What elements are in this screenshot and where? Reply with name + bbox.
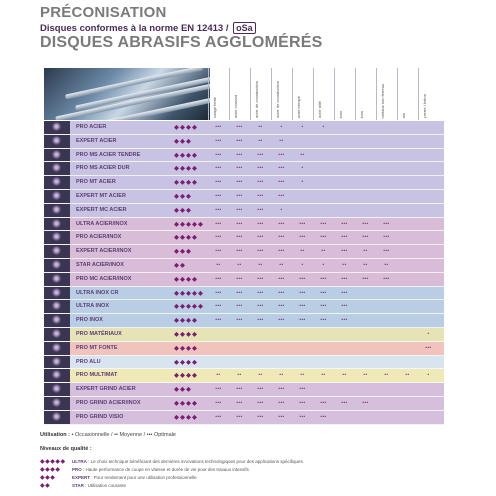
disc-thumbnail — [44, 328, 70, 341]
usage-cell: ••• — [383, 234, 390, 240]
product-name: PRO ALU — [76, 358, 101, 365]
usage-cell: ••• — [278, 165, 285, 171]
column-header — [229, 68, 251, 120]
usage-cell: ••• — [236, 386, 243, 392]
usage-cell: ••• — [236, 137, 243, 143]
table-row — [44, 135, 444, 149]
norm-text: Disques conformes à la norme EN 12413 / — [40, 23, 229, 34]
column-header-label: inox — [338, 110, 343, 118]
usage-cell: ••• — [215, 289, 222, 295]
column-header-label: alu — [401, 112, 406, 118]
product-name: PRO ACIER — [76, 124, 107, 130]
usage-cell: ••• — [215, 179, 222, 185]
column-header-label: acier trempé — [296, 95, 301, 118]
table-row — [44, 245, 444, 259]
quality-level: ◆◆◆◆ — [174, 151, 198, 159]
usage-cell: ••• — [236, 220, 243, 226]
usage-cell: •• — [321, 372, 326, 378]
column-header — [208, 68, 230, 120]
table-row — [44, 328, 444, 342]
disc-thumbnail — [44, 287, 70, 300]
quality-level-name: PRO — [72, 467, 82, 472]
usage-cell: ••• — [320, 220, 327, 226]
usage-cell: ••• — [341, 317, 348, 323]
usage-cell: • — [427, 372, 430, 378]
product-name: ULTRA INOX — [76, 303, 109, 310]
usage-cell: ••• — [257, 151, 264, 157]
usage-cell: •• — [384, 372, 389, 378]
quality-level: ◆◆◆◆◆ — [174, 303, 204, 311]
quality-level: ◆◆◆ — [174, 137, 192, 145]
table-row — [44, 273, 444, 287]
usage-cell: •• — [300, 248, 305, 254]
product-name: PRO GRIND ACIER/INOX — [76, 400, 141, 406]
usage-cell: ••• — [236, 124, 243, 129]
product-name: PRO MULTIMAT — [76, 372, 118, 379]
usage-cell: ••• — [236, 193, 243, 198]
usage-cell: ••• — [278, 317, 285, 323]
usage-cell: ••• — [383, 248, 390, 254]
column-header-label: inox — [359, 110, 364, 118]
disc-thumbnail — [44, 314, 70, 327]
quality-level: ◆◆◆◆ — [174, 317, 198, 325]
usage-cell: ••• — [320, 317, 327, 323]
table-row — [44, 121, 444, 135]
usage-cell: •• — [363, 262, 368, 267]
column-header — [376, 68, 398, 120]
column-header — [271, 68, 293, 120]
usage-cell: •• — [258, 124, 263, 129]
quality-level: ◆◆◆ — [174, 386, 192, 394]
usage-cell: ••• — [299, 386, 306, 392]
usage-cell: ••• — [299, 317, 306, 323]
column-header-label: acier de construction — [254, 81, 259, 118]
usage-cell: ••• — [215, 386, 222, 392]
usage-cell: •• — [279, 262, 284, 267]
usage-cell: ••• — [362, 220, 369, 226]
usage-cell: ••• — [257, 165, 264, 171]
disc-thumbnail — [44, 231, 70, 244]
usage-cell: •• — [363, 372, 368, 378]
usage-legend-text: • Occasionnelle / •• Moyenne / ••• Optimale — [71, 432, 176, 438]
usage-cell: •• — [258, 262, 263, 267]
usage-cell: ••• — [278, 248, 285, 254]
quality-level-dots: ◆◆◆ — [40, 475, 56, 481]
product-name: PRO INOX — [76, 317, 103, 324]
table-row — [44, 342, 444, 356]
table-row — [44, 259, 444, 273]
product-name: EXPERT MT ACIER — [76, 193, 126, 199]
quality-level-dots: ◆◆◆◆ — [40, 467, 61, 473]
usage-cell: ••• — [215, 234, 222, 240]
usage-cell: ••• — [215, 220, 222, 226]
table-row — [44, 369, 444, 383]
usage-cell: ••• — [299, 275, 306, 281]
column-header — [313, 68, 335, 120]
disc-thumbnail — [44, 411, 70, 424]
quality-level-text: : Utilisation courante — [83, 483, 126, 488]
quality-level-entry — [40, 474, 197, 481]
usage-cell: •• — [342, 372, 347, 378]
quality-level-name: STAR — [72, 483, 84, 488]
product-name: PRO GRIND VISIO — [76, 413, 124, 420]
usage-cell: ••• — [299, 400, 306, 405]
usage-cell: ••• — [257, 413, 264, 419]
norm-line — [40, 22, 256, 34]
quality-level: ◆◆◆◆ — [174, 400, 198, 407]
usage-cell: ••• — [425, 344, 432, 350]
quality-level-text: : Le choix technique bénéficiant des dernières innovations technologiques pour des applications spécifiques — [86, 459, 303, 464]
hero-image-steel-tubes — [44, 68, 210, 120]
column-header — [334, 68, 356, 120]
usage-cell: ••• — [236, 234, 243, 240]
usage-cell: ••• — [236, 165, 243, 171]
usage-cell: • — [322, 262, 325, 267]
usage-cell: ••• — [278, 151, 285, 157]
disc-thumbnail — [44, 397, 70, 410]
usage-cell: • — [301, 179, 304, 185]
product-name: STAR ACIER/INOX — [76, 262, 124, 268]
usage-cell: ••• — [257, 386, 264, 392]
usage-cell: •• — [258, 137, 263, 143]
product-name: PRO MC ACIER/INOX — [76, 275, 132, 282]
usage-cell: •• — [237, 372, 242, 378]
column-header — [397, 68, 419, 120]
quality-level: ◆◆◆◆ — [174, 358, 198, 366]
usage-cell: • — [301, 124, 304, 129]
title-disques: DISQUES ABRASIFS AGGLOMÉRÉS — [40, 34, 323, 51]
usage-cell: ••• — [215, 165, 222, 171]
usage-cell: ••• — [257, 317, 264, 323]
quality-level: ◆◆◆◆◆ — [174, 289, 204, 297]
quality-level: ◆◆◆◆ — [174, 165, 198, 173]
usage-cell: ••• — [320, 275, 327, 281]
usage-cell: ••• — [236, 413, 243, 419]
usage-cell: •• — [300, 372, 305, 378]
usage-cell: ••• — [341, 220, 348, 226]
usage-cell: ••• — [320, 234, 327, 240]
usage-cell: ••• — [215, 137, 222, 143]
column-header-label: pierre / béton — [422, 94, 427, 118]
product-name: PRO MS ACIER TENDRE — [76, 151, 141, 158]
usage-cell: • — [280, 124, 283, 129]
quality-level: ◆◆◆ — [174, 193, 192, 200]
product-name: ULTRA ACIER/INOX — [76, 220, 128, 227]
column-header — [355, 68, 377, 120]
usage-cell: •• — [216, 262, 221, 267]
quality-level-dots: ◆◆ — [40, 483, 51, 489]
usage-cell: ••• — [215, 206, 222, 212]
usage-cell: ••• — [383, 220, 390, 226]
usage-cell: ••• — [341, 275, 348, 281]
usage-cell: ••• — [278, 413, 285, 419]
usage-cell: ••• — [278, 275, 285, 281]
disc-thumbnail — [44, 149, 70, 162]
disc-thumbnail — [44, 135, 70, 148]
column-header — [418, 68, 440, 120]
title-preconisation: PRÉCONISATION — [40, 4, 167, 21]
table-row — [44, 176, 444, 190]
usage-cell: ••• — [236, 248, 243, 254]
usage-cell: ••• — [278, 220, 285, 226]
usage-cell: ••• — [362, 234, 369, 240]
usage-cell: ••• — [320, 413, 327, 419]
usage-cell: ••• — [236, 151, 243, 157]
usage-cell: ••• — [278, 303, 285, 309]
usage-cell: •• — [384, 262, 389, 267]
quality-level-entry — [40, 458, 303, 465]
usage-cell: ••• — [215, 151, 222, 157]
usage-cell: ••• — [215, 193, 222, 198]
table-row — [44, 314, 444, 328]
usage-cell: ••• — [299, 289, 306, 295]
quality-level: ◆◆◆◆ — [174, 413, 198, 421]
quality-level: ◆◆◆◆ — [174, 331, 198, 338]
usage-cell: ••• — [257, 193, 264, 198]
usage-cell: ••• — [257, 220, 264, 226]
usage-cell: ••• — [236, 317, 243, 323]
quality-level: ◆◆ — [174, 262, 186, 269]
usage-cell: ••• — [278, 386, 285, 392]
usage-cell: •• — [279, 372, 284, 378]
usage-cell: ••• — [341, 234, 348, 240]
table-row — [44, 300, 444, 314]
usage-cell: ••• — [215, 248, 222, 254]
quality-level-entry — [40, 482, 126, 489]
usage-cell: • — [322, 124, 325, 129]
product-name: PRO MT FONTE — [76, 344, 118, 351]
usage-legend — [40, 432, 176, 438]
usage-cell: • — [427, 331, 430, 336]
quality-level-dots: ◆◆◆◆◆ — [40, 459, 66, 465]
disc-thumbnail — [44, 369, 70, 382]
usage-cell: • — [301, 262, 304, 267]
usage-cell: ••• — [236, 289, 243, 295]
usage-cell: ••• — [320, 303, 327, 309]
disc-thumbnail — [44, 190, 70, 203]
disc-thumbnail — [44, 218, 70, 231]
disc-thumbnail — [44, 356, 70, 369]
table-row — [44, 411, 444, 425]
usage-cell: ••• — [320, 400, 327, 405]
quality-level: ◆◆◆ — [174, 206, 192, 214]
usage-cell: ••• — [257, 206, 264, 212]
product-name: PRO MATÉRIAUX — [76, 331, 122, 337]
product-name: ULTRA INOX CR — [76, 289, 119, 296]
disc-thumbnail — [44, 383, 70, 396]
usage-legend-label: Utilisation : — [40, 432, 70, 438]
quality-level: ◆◆◆◆ — [174, 344, 198, 352]
quality-level-name: ULTRA — [72, 459, 87, 464]
quality-level: ◆◆◆◆ — [174, 372, 198, 380]
usage-cell: ••• — [215, 413, 222, 419]
usage-cell: ••• — [215, 317, 222, 323]
usage-cell: ••• — [278, 400, 285, 405]
usage-cell: •• — [237, 262, 242, 267]
usage-cell: ••• — [383, 275, 390, 281]
column-header-label: acier courant — [233, 94, 238, 118]
usage-cell: ••• — [362, 275, 369, 281]
quality-level: ◆◆◆◆ — [174, 234, 198, 242]
usage-cell: ••• — [236, 206, 243, 212]
usage-cell: ••• — [236, 179, 243, 185]
usage-cell: •• — [258, 372, 263, 378]
usage-cell: •• — [321, 248, 326, 254]
disc-thumbnail — [44, 342, 70, 355]
usage-cell: ••• — [341, 248, 348, 254]
usage-cell: •• — [342, 262, 347, 267]
product-name: PRO MT ACIER — [76, 179, 116, 186]
disc-thumbnail — [44, 176, 70, 189]
usage-cell: ••• — [299, 413, 306, 419]
quality-legend-label: Niveaux de qualité : — [40, 446, 92, 452]
disc-thumbnail — [44, 245, 70, 258]
product-name: EXPERT ACIER — [76, 137, 117, 144]
table-row — [44, 190, 444, 204]
usage-cell: •• — [300, 151, 305, 157]
usage-cell: ••• — [341, 400, 348, 405]
usage-cell: ••• — [341, 303, 348, 309]
product-name: EXPERT GRIND ACIER — [76, 386, 136, 393]
usage-cell: ••• — [278, 193, 285, 198]
quality-level-text: : Pour rendement pour une utilisation professionnelle — [90, 475, 197, 480]
usage-cell: •• — [279, 137, 284, 143]
quality-level: ◆◆◆◆ — [174, 124, 198, 131]
table-row — [44, 356, 444, 370]
quality-level-text: : Haute performance de coupe en vitesse et durée de vie pour des travaux intensifs — [81, 467, 249, 472]
column-header-label: métaux non ferreux — [380, 83, 385, 118]
usage-cell: ••• — [236, 400, 243, 405]
usage-cell: ••• — [215, 124, 222, 129]
disc-thumbnail — [44, 273, 70, 286]
table-row — [44, 397, 444, 411]
quality-level-entry — [40, 466, 249, 473]
usage-cell: •• — [405, 372, 410, 378]
usage-cell: ••• — [257, 400, 264, 405]
disc-thumbnail — [44, 162, 70, 175]
usage-cell: ••• — [215, 400, 222, 405]
usage-cell: ••• — [299, 234, 306, 240]
usage-cell: • — [280, 206, 283, 212]
disc-thumbnail — [44, 121, 70, 134]
column-header — [292, 68, 314, 120]
quality-level: ◆◆◆◆ — [174, 179, 198, 187]
usage-cell: ••• — [299, 220, 306, 226]
disc-thumbnail — [44, 300, 70, 313]
usage-cell: ••• — [257, 303, 264, 309]
product-name: EXPERT MC ACIER — [76, 206, 127, 213]
product-name: PRO ACIER/INOX — [76, 234, 122, 241]
usage-cell: ••• — [362, 400, 369, 405]
quality-level: ◆◆◆◆◆ — [174, 220, 204, 228]
column-header-label: acier de construction — [275, 81, 280, 118]
usage-cell: ••• — [257, 234, 264, 240]
product-name: PRO MS ACIER DUR — [76, 165, 130, 172]
usage-cell: ••• — [257, 275, 264, 281]
usage-cell: ••• — [257, 248, 264, 254]
usage-cell: ••• — [341, 289, 348, 295]
table-row — [44, 383, 444, 397]
quality-level-name: EXPERT — [72, 475, 91, 480]
quality-level: ◆◆◆◆ — [174, 275, 198, 283]
column-header-label: usage fonte — [212, 97, 217, 118]
usage-cell: ••• — [236, 303, 243, 309]
usage-cell: ••• — [278, 179, 285, 185]
table-row — [44, 287, 444, 301]
usage-cell: •• — [363, 248, 368, 254]
table-row — [44, 162, 444, 176]
osa-logo: oSa — [233, 22, 256, 34]
disc-thumbnail — [44, 204, 70, 217]
usage-cell: • — [301, 165, 304, 171]
table-row — [44, 231, 444, 245]
usage-cell: ••• — [236, 275, 243, 281]
usage-cell: ••• — [299, 303, 306, 309]
quality-level: ◆◆◆ — [174, 248, 192, 256]
usage-cell: ••• — [257, 179, 264, 185]
table-row — [44, 218, 444, 232]
usage-cell: ••• — [278, 289, 285, 295]
column-header-label: acier allié — [317, 101, 322, 118]
usage-cell: ••• — [257, 289, 264, 295]
column-header — [250, 68, 272, 120]
usage-cell: ••• — [320, 289, 327, 295]
table-row — [44, 204, 444, 218]
disc-thumbnail — [44, 259, 70, 272]
usage-cell: ••• — [278, 234, 285, 240]
table-row — [44, 149, 444, 163]
product-name: EXPERT ACIER/INOX — [76, 248, 132, 255]
usage-cell: •• — [216, 372, 221, 378]
usage-cell: ••• — [215, 303, 222, 309]
usage-cell: ••• — [215, 275, 222, 281]
